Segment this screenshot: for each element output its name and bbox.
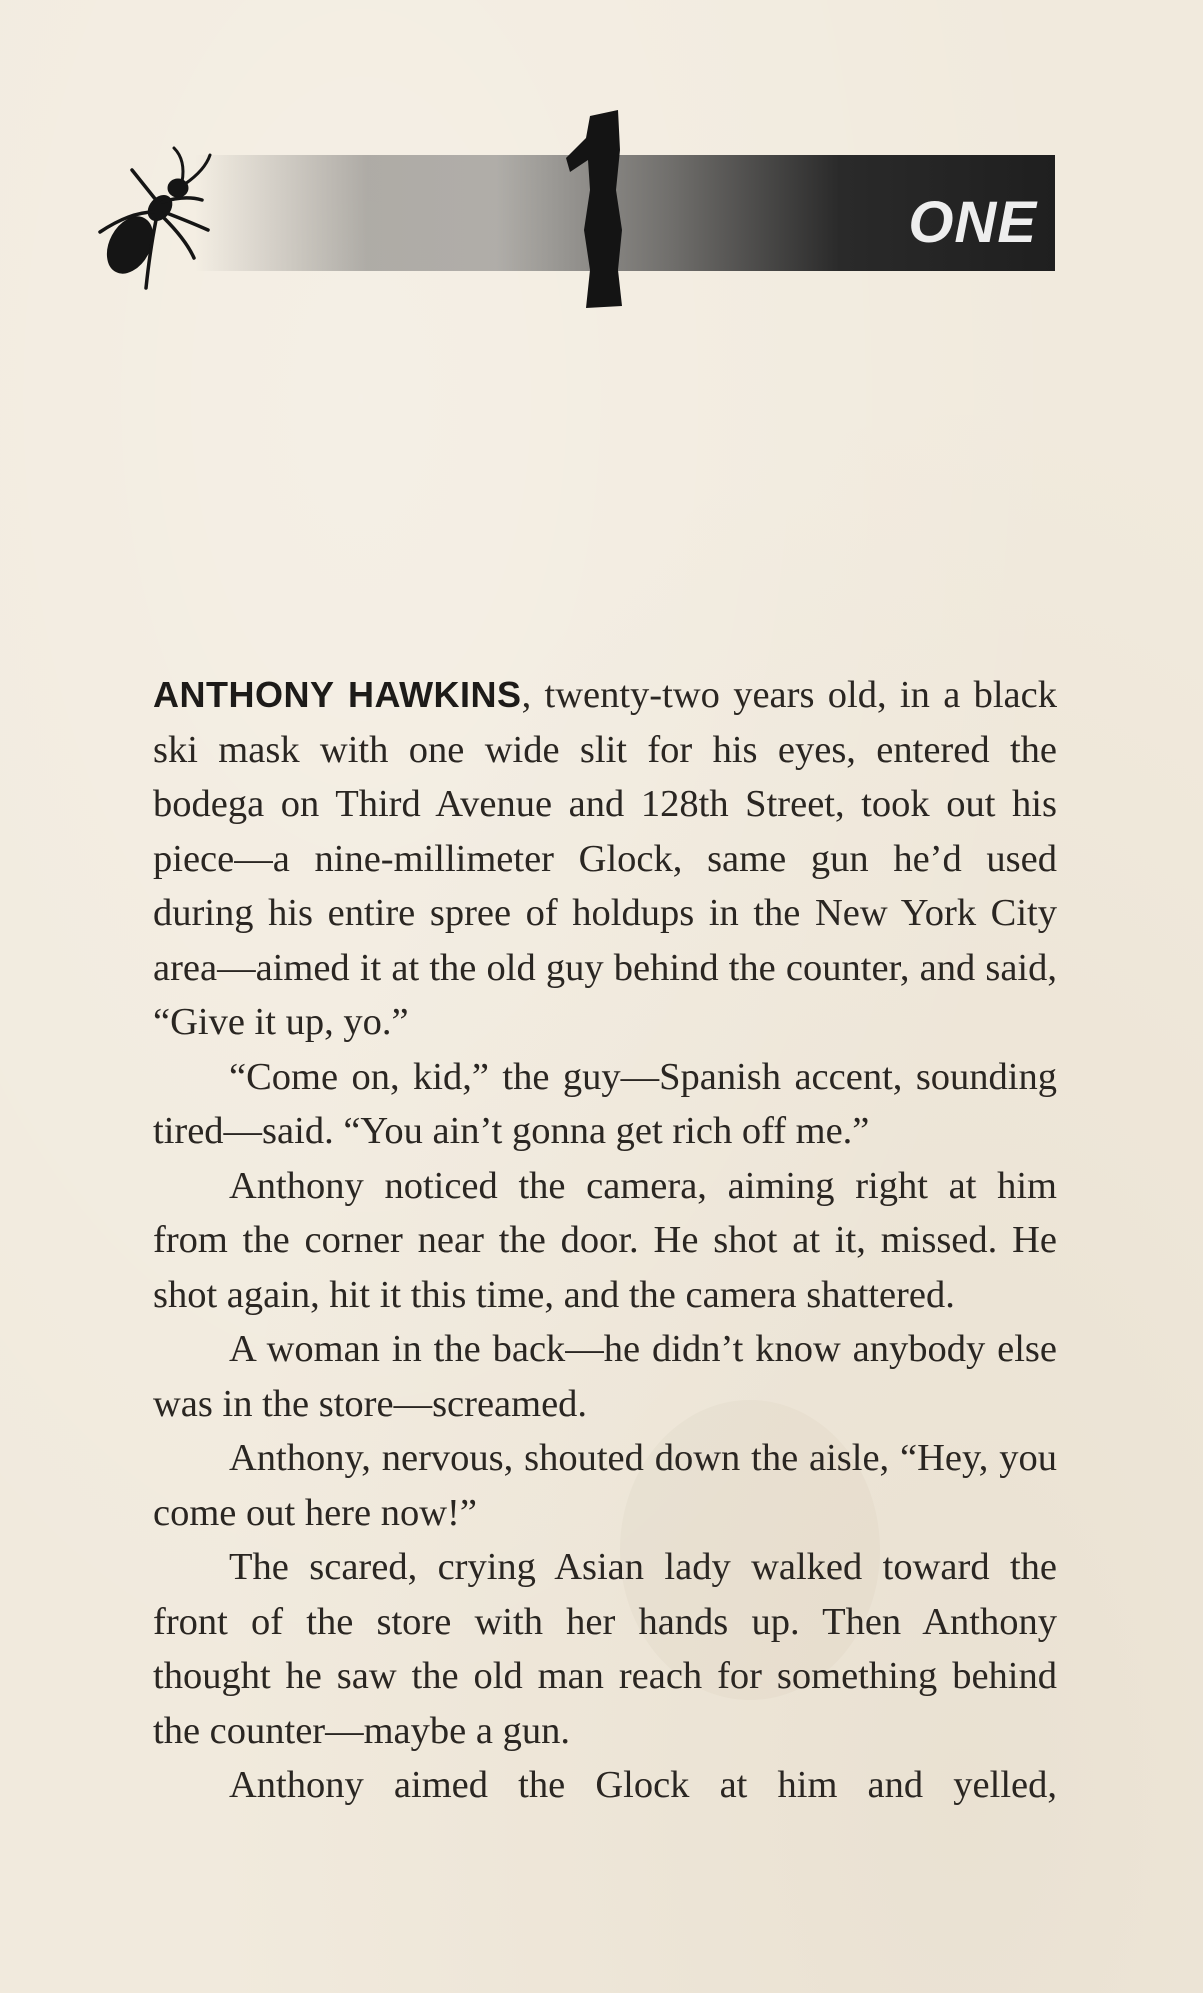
paragraph: A woman in the back—he didn’t know anybody else was in the store—screamed. — [153, 1328, 1057, 1425]
chapter-number-glyph — [560, 110, 640, 310]
paragraph: “Come on, kid,” the guy—Spanish accent, sounding tired—said. “You ain’t gonna get rich off me.” — [153, 1055, 1057, 1152]
chapter-word: ONE — [908, 190, 1037, 255]
paragraph: Anthony aimed the Glock at him and yelled, — [229, 1764, 1057, 1806]
ant-icon — [90, 140, 220, 300]
chapter-header — [90, 140, 1060, 310]
paragraph: Anthony noticed the camera, aiming right at him from the corner near the door. He shot at it, missed. He shot again, hit it this time, and the camera shattered. — [153, 1164, 1057, 1316]
chapter-body — [153, 668, 1057, 1813]
paragraph: The scared, crying Asian lady walked toward the front of the store with her hands up. Then Anthony thought he saw the old man reach for something behind the counter—maybe a gun. — [153, 1546, 1057, 1752]
lead-name: ANTHONY HAWKINS — [153, 674, 522, 715]
paragraph-text: , twenty-two years old, in a black ski mask with one wide slit for his eyes, entered the bodega on Third Avenue and 128th Street, took out his piece—a nine-millimeter Glock, same gun he’d used during his entire spree of holdups in the New York City area—aimed it at the old guy behind the counter, and said, “Give it up, yo.” — [153, 674, 1057, 1043]
paragraph — [153, 668, 1057, 1050]
paragraph: Anthony, nervous, shouted down the aisle, “Hey, you come out here now!” — [153, 1437, 1057, 1534]
